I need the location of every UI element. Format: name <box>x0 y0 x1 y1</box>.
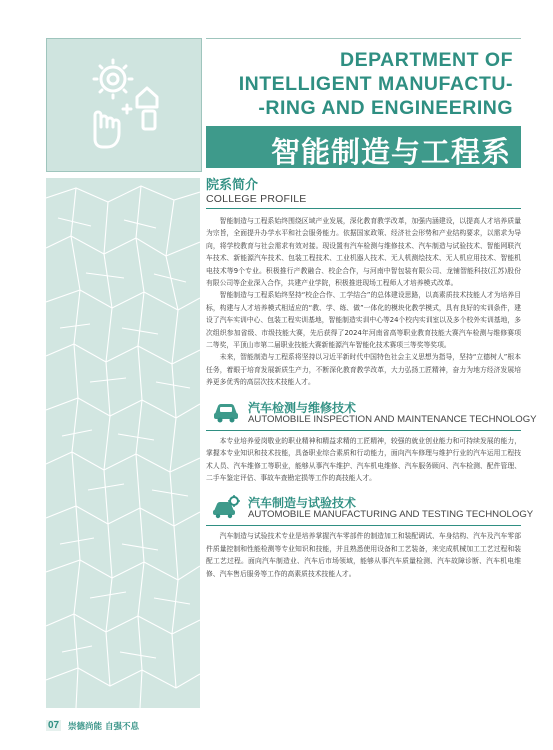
crackle-pattern-decoration <box>46 178 200 708</box>
title-band <box>206 126 521 168</box>
major-title-en: AUTOMOBILE INSPECTION AND MAINTENANCE TECHNOLOGY <box>248 413 537 425</box>
major-description: 汽车制造与试验技术专业是培养掌握汽车零部件的制造加工和装配调试、车身结构、汽车及汽车零部件质量控制和性能检测等专业知识和技能，并且熟悉使用设备和工艺装备，来完成机械加工工艺过程和装配工艺过程。面向汽车制造业、汽车后市场领域，能够从事汽车质量检测、汽车故障诊断、汽车机电维修、汽车售后服务等工作的高素质技术技能人才。 <box>206 532 521 578</box>
profile-paragraph: 智能制造与工程系始终围绕区域产业发展，深化教育教学改革，加强内涵建设，以提高人才培养质量为宗旨，全面提升办学水平和社会服务能力。依据国家政策、经济社会形势和产业结构要求，以需求为导向，将学校教育与社会需求有效对接。现设置有汽车检测与维修技术、汽车制造与试验技术、智能网联汽车技术、新能源汽车技术、包装工程技术、工业机器人技术、无人机测绘技术、无人机应用技术、智能机电技术等9个专业。积极推行产教融合、校企合作，与河南中智包装有限公司、龙铺智能科技(江苏)股份有限公司等企业深入合作，共建产业学院，积极推进现场工程师人才培养模式改革。 <box>206 217 521 288</box>
major-heading-inspection <box>206 397 537 431</box>
major-divider <box>206 430 521 431</box>
college-profile-heading <box>206 178 521 209</box>
header-illustration-panel <box>46 38 202 172</box>
major-heading-manufacturing <box>206 492 534 526</box>
department-title-cn: 智能制造与工程系 <box>270 135 511 169</box>
major-title-cn: 汽车制造与试验技术 <box>248 496 357 511</box>
car-tools-icon <box>212 495 240 519</box>
car-icon <box>212 400 240 424</box>
department-title-en <box>239 48 513 120</box>
main-content <box>206 178 537 580</box>
decorative-side-panel <box>46 178 200 708</box>
major-title-cn: 汽车检测与维修技术 <box>248 400 357 415</box>
department-title-en-line: -RING AND ENGINEERING <box>258 97 513 119</box>
major-description: 本专业培养爱岗敬业的职业精神和精益求精的工匠精神，较强的就业创业能力和可持续发展的能力，掌握本专业知识和技术技能，具备职业综合素质和行动能力，面向汽车修理与维护行业的汽车运用工程技术人员、汽车维修工等职业，能够从事汽车维护、汽车机电维修、汽车服务顾问、汽车检测、配件管理、二手车鉴定评估、事故车查勘定损等工作的高技能人才。 <box>206 436 521 482</box>
profile-paragraph: 智能制造与工程系始终坚持“校企合作、工学结合”的总体建设思路，以高素质技术技能人才为培养目标，构建与人才培养模式相适应的“教、学、练、做”一体化的模块化教学模式，具有良好的实训条件，建设了汽车实训中心、包装工程实训基地，智能制造实训中心等24个校内实训室以及多个校外实训基地，多次组织参加省级、市级技能大赛，先后获得了2024年河南省高等职业教育技能大赛汽车检测与维修赛项二等奖，平顶山市第二届职业技能大赛新能源汽车智能化技术赛项三等奖等奖项。 <box>206 291 521 350</box>
page-footer <box>46 718 521 734</box>
profile-paragraph: 未来，智能制造与工程系将坚持以习近平新时代中国特色社会主义思想为指导，坚持“立德树人”根本任务，着眼于培育发展新质生产力，不断深化教育教学改革，大力弘扬工匠精神，奋力为地方经济发展培养更多优秀的高层次技术技能人才。 <box>206 353 521 387</box>
smart-manufacturing-icon <box>83 57 167 153</box>
page-number: 07 <box>48 720 60 731</box>
department-title-en-line: DEPARTMENT OF <box>340 49 513 71</box>
department-title-en-line: INTELLIGENT MANUFACTU- <box>238 73 513 95</box>
header-divider <box>206 38 521 39</box>
section-title-cn: 院系简介 <box>206 178 259 193</box>
header-title-block <box>206 38 521 170</box>
section-title-en: COLLEGE PROFILE <box>206 193 307 205</box>
major-title-en: AUTOMOBILE MANUFACTURING AND TESTING TECHNOLOGY <box>248 509 534 521</box>
school-motto: 崇德尚能 自强不息 <box>68 722 139 732</box>
major-divider <box>206 525 521 526</box>
